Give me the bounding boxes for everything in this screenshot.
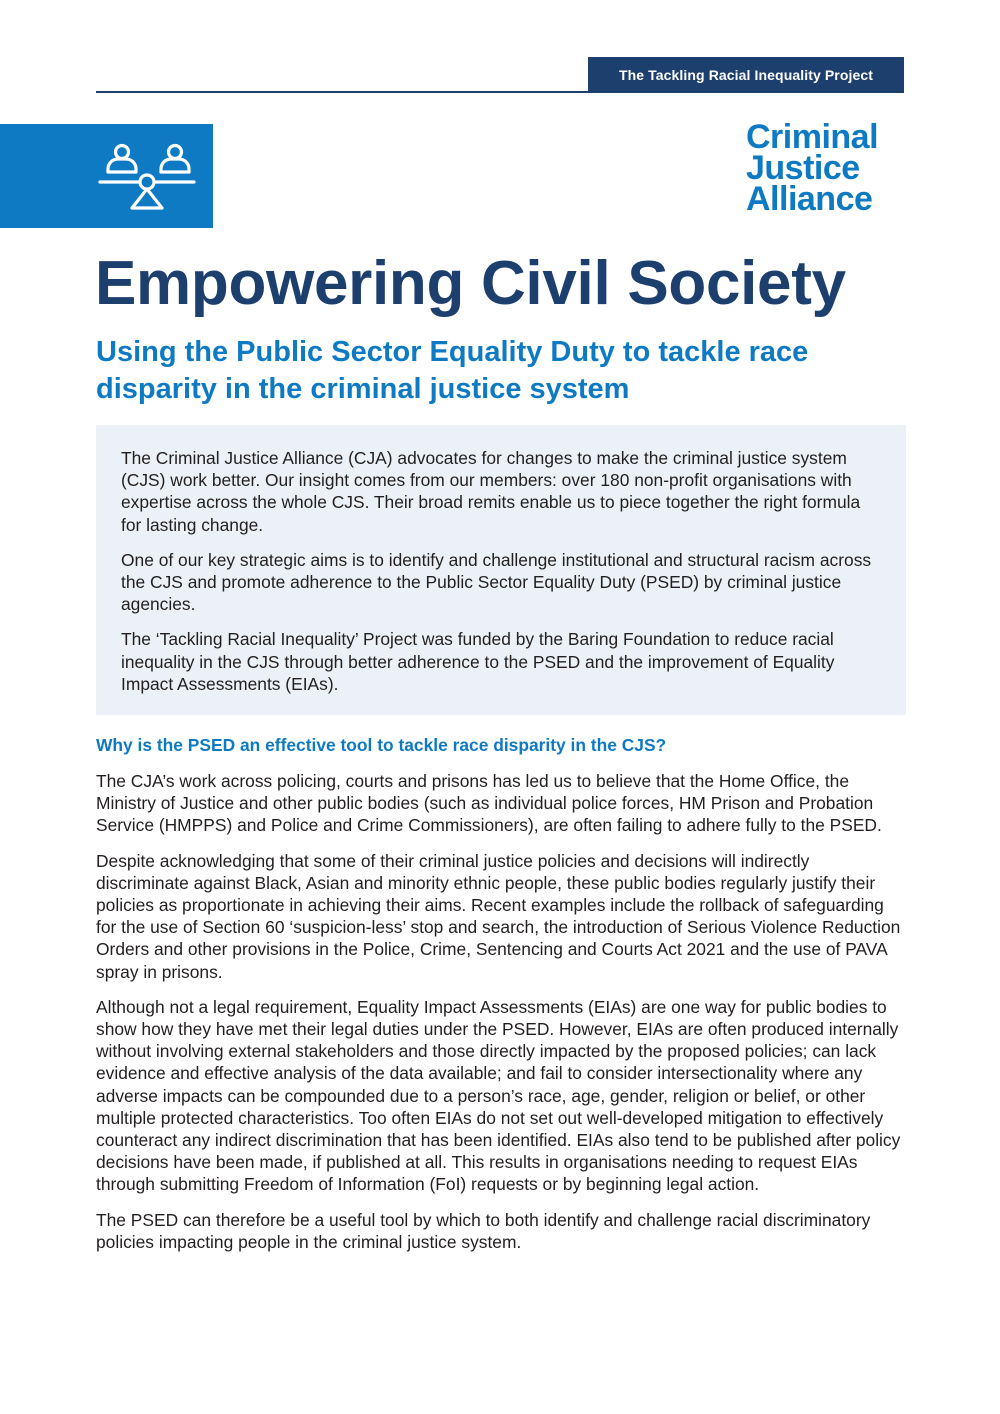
body-paragraph-3: Although not a legal requirement, Equality Impact Assessments (EIAs) are one way for public bodies to show how they have met their legal duties under the PSED. However, EIAs are often produced internally without involving external stakeholders and those directly impacted by the proposed policies; can lack evidence and effective analysis of the data available; and fail to consider intersectionality where any adverse impacts can be compounded due to a person’s race, age, gender, religion or belief, or other multiple protected characteristics. Too often EIAs do not set out well-developed mitigation to effectively counteract any indirect discrimination that has been identified. EIAs also tend to be published after policy decisions have been made, if published at all. This results in organisations needing to request EIAs through submitting Freedom of Information (FoI) requests or by beginning legal action. (96, 996, 901, 1195)
logo-line-1: Criminal (746, 118, 879, 156)
scales-people-icon (96, 142, 196, 216)
section-heading: Why is the PSED an effective tool to tackle race disparity in the CJS? (96, 735, 667, 755)
page-subtitle: Using the Public Sector Equality Duty to tackle race disparity in the criminal justice system (96, 336, 809, 405)
body-paragraph-2: Despite acknowledging that some of their criminal justice policies and decisions will indirectly discriminate against Black, Asian and minority ethnic people, these public bodies regularly justify their policies as proportionate in achieving their aims. Recent examples include the rollback of safeguarding for the use of Section 60 ‘suspicion-less’ stop and search, the introduction of Serious Violence Reduction Orders and other provisions in the Police, Crime, Sentencing and Courts Act 2021 and the use of PAVA spray in prisons. (96, 850, 901, 982)
logo-line-3: Alliance (746, 180, 873, 218)
page-title: Empowering Civil Society (95, 249, 846, 318)
body-paragraph-4: The PSED can therefore be a useful tool by which to both identify and challenge racial discriminatory policies impacting people in the criminal justice system. (96, 1209, 871, 1252)
header-rule (96, 91, 904, 93)
project-tag: The Tackling Racial Inequality Project (588, 57, 904, 93)
intro-paragraph-3: The ‘Tackling Racial Inequality’ Project was funded by the Baring Foundation to reduce racial inequality in the CJS through better adherence to the PSED and the improvement of Equality Impact Assessments (EIAs). (121, 629, 835, 694)
intro-paragraph-1: The Criminal Justice Alliance (CJA) advocates for changes to make the criminal justice system (CJS) work better. Our insight comes from our members: over 180 non-profit organisations with expertise across the whole CJS. Their broad remits enable us to piece together the right formula for lasting change. (121, 448, 861, 535)
body-paragraph-1: The CJA’s work across policing, courts and prisons has led us to believe that the Home Office, the Ministry of Justice and other public bodies (such as individual police forces, HM Prison and Probation Service (HMPPS) and Police and Crime Commissioners), are often failing to adhere fully to the PSED. (96, 771, 882, 836)
icon-block (0, 124, 213, 228)
cja-logo (746, 118, 879, 218)
section-body (96, 770, 904, 1266)
logo-line-2: Justice (746, 149, 860, 187)
intro-box (96, 425, 906, 715)
intro-paragraph-2: One of our key strategic aims is to identify and challenge institutional and structural racism across the CJS and promote adherence to the Public Sector Equality Duty (PSED) by criminal justice agencies. (121, 549, 872, 615)
